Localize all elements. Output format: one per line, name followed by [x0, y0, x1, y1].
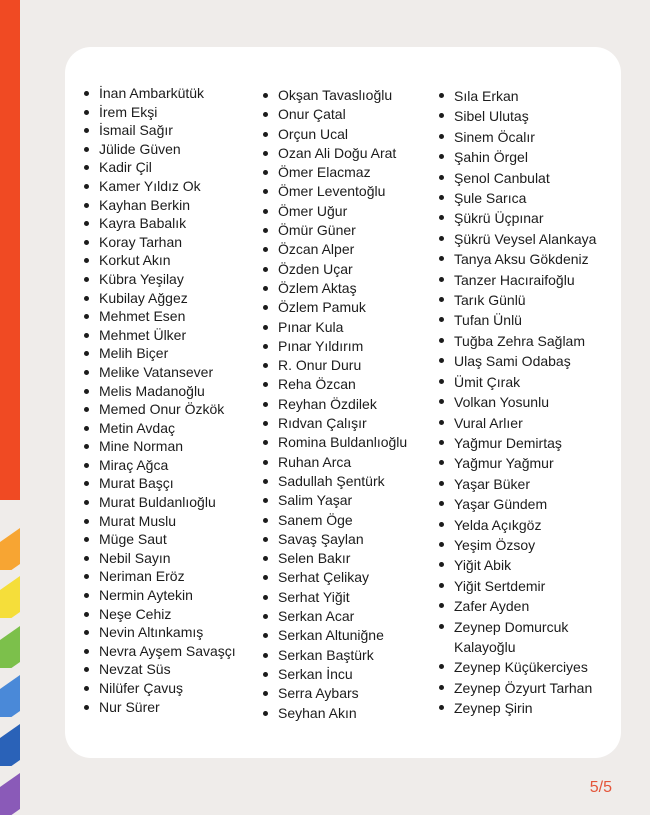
name-item: Savaş Şaylan — [263, 530, 407, 549]
name-item — [439, 617, 596, 658]
name-item: Murat Muslu — [84, 512, 236, 531]
name-item: Ömür Güner — [263, 221, 407, 240]
name-item: Yiğit Sertdemir — [439, 576, 596, 596]
name-item: Ruhan Arca — [263, 453, 407, 472]
name-item: Kadir Çil — [84, 158, 236, 177]
name-item: Sibel Ulutaş — [439, 106, 596, 126]
name-item: İnan Ambarkütük — [84, 84, 236, 103]
name-item: Şule Sarıca — [439, 188, 596, 208]
name-item: Şükrü Veysel Alankaya — [439, 229, 596, 249]
stripe-segment — [0, 626, 20, 668]
name-item: Ömer Elacmaz — [263, 163, 407, 182]
name-item: Özlem Pamuk — [263, 298, 407, 317]
name-item: Ömer Leventoğlu — [263, 182, 407, 201]
name-item: Kubilay Ağgez — [84, 289, 236, 308]
name-item: Melike Vatansever — [84, 363, 236, 382]
name-item: Sinem Öcalır — [439, 127, 596, 147]
names-column-1 — [84, 84, 236, 716]
name-item: Yeşim Özsoy — [439, 535, 596, 555]
name-item: Murat Başçı — [84, 474, 236, 493]
stripe-segment — [0, 675, 20, 717]
name-item: Tuğba Zehra Sağlam — [439, 331, 596, 351]
name-item: Zafer Ayden — [439, 596, 596, 616]
name-item: Vural Arlıer — [439, 413, 596, 433]
name-item: Orçun Ucal — [263, 125, 407, 144]
name-item: Korkut Akın — [84, 251, 236, 270]
name-item: Reyhan Özdilek — [263, 395, 407, 414]
name-item: Şenol Canbulat — [439, 168, 596, 188]
name-item: Nermin Aytekin — [84, 586, 236, 605]
name-item: Ömer Uğur — [263, 202, 407, 221]
stripe-segment — [0, 724, 20, 766]
name-item: Nur Sürer — [84, 698, 236, 717]
name-item: Kayra Babalık — [84, 214, 236, 233]
name-item: Özden Uçar — [263, 260, 407, 279]
name-item: Miraç Ağca — [84, 456, 236, 475]
name-item: Özcan Alper — [263, 240, 407, 259]
name-item: Romina Buldanlıoğlu — [263, 433, 407, 452]
name-item: Serkan İncu — [263, 665, 407, 684]
name-item: Ümit Çırak — [439, 372, 596, 392]
name-item: İrem Ekşi — [84, 103, 236, 122]
name-item: Rıdvan Çalışır — [263, 414, 407, 433]
name-item: Zeynep Küçükerciyes — [439, 657, 596, 677]
name-item: Nilüfer Çavuş — [84, 679, 236, 698]
name-item: Zeynep Şirin — [439, 698, 596, 718]
name-item: Sadullah Şentürk — [263, 472, 407, 491]
name-item: Zeynep Özyurt Tarhan — [439, 678, 596, 698]
name-item: Seyhan Akın — [263, 704, 407, 723]
name-item: Nevzat Süs — [84, 660, 236, 679]
stripe-segment — [0, 773, 20, 815]
name-item: Kayhan Berkin — [84, 196, 236, 215]
name-line: Kalayoğlu — [454, 638, 516, 655]
name-line: Zeynep Domurcuk — [454, 618, 569, 635]
name-item: R. Onur Duru — [263, 356, 407, 375]
name-item: Serkan Acar — [263, 607, 407, 626]
name-item: Kübra Yeşilay — [84, 270, 236, 289]
name-item: Ulaş Sami Odabaş — [439, 351, 596, 371]
side-stripe-red — [0, 0, 20, 500]
name-item: Memed Onur Özkök — [84, 400, 236, 419]
name-item: Mehmet Esen — [84, 307, 236, 326]
name-item: Şahin Örgel — [439, 147, 596, 167]
name-item: Serra Aybars — [263, 684, 407, 703]
name-item: Melih Biçer — [84, 344, 236, 363]
name-item: Kamer Yıldız Ok — [84, 177, 236, 196]
names-column-2 — [263, 86, 407, 723]
name-item: Melis Madanoğlu — [84, 382, 236, 401]
stripe-segment — [0, 576, 20, 618]
name-item: Tarık Günlü — [439, 290, 596, 310]
name-item: Tanzer Hacıraifoğlu — [439, 270, 596, 290]
name-item: Tufan Ünlü — [439, 310, 596, 330]
name-item: Yelda Açıkgöz — [439, 515, 596, 535]
name-item: Nevra Ayşem Savaşçı — [84, 642, 236, 661]
name-item: Mehmet Ülker — [84, 326, 236, 345]
name-item: Nebil Sayın — [84, 549, 236, 568]
name-item: Yaşar Gündem — [439, 494, 596, 514]
name-item: Serhat Yiğit — [263, 588, 407, 607]
name-item: Selen Bakır — [263, 549, 407, 568]
name-item: Reha Özcan — [263, 375, 407, 394]
name-item: Nevin Altınkamış — [84, 623, 236, 642]
names-card — [65, 47, 621, 758]
name-item: İsmail Sağır — [84, 121, 236, 140]
name-item: Yağmur Demirtaş — [439, 433, 596, 453]
name-item: Serkan Altuniğne — [263, 626, 407, 645]
name-item: Müge Saut — [84, 530, 236, 549]
name-item: Özlem Aktaş — [263, 279, 407, 298]
name-item: Ozan Ali Doğu Arat — [263, 144, 407, 163]
name-item: Yiğit Abik — [439, 555, 596, 575]
name-item: Serhat Çelikay — [263, 568, 407, 587]
name-item: Neşe Cehiz — [84, 605, 236, 624]
page-number: 5/5 — [589, 779, 612, 796]
name-item: Yağmur Yağmur — [439, 453, 596, 473]
name-item: Tanya Aksu Gökdeniz — [439, 249, 596, 269]
name-item: Yaşar Büker — [439, 474, 596, 494]
name-item: Volkan Yosunlu — [439, 392, 596, 412]
name-item: Sıla Erkan — [439, 86, 596, 106]
name-item: Pınar Kula — [263, 318, 407, 337]
name-item: Jülide Güven — [84, 140, 236, 159]
name-item: Salim Yaşar — [263, 491, 407, 510]
name-item: Mine Norman — [84, 437, 236, 456]
names-column-3 — [439, 86, 596, 719]
name-item: Onur Çatal — [263, 105, 407, 124]
name-item: Pınar Yıldırım — [263, 337, 407, 356]
name-item: Neriman Eröz — [84, 567, 236, 586]
stripe-segment — [0, 528, 20, 570]
name-item: Okşan Tavaslıoğlu — [263, 86, 407, 105]
name-item: Metin Avdaç — [84, 419, 236, 438]
name-item: Serkan Baştürk — [263, 646, 407, 665]
name-item: Murat Buldanlıoğlu — [84, 493, 236, 512]
name-item: Sanem Öge — [263, 511, 407, 530]
name-item: Şükrü Üçpınar — [439, 208, 596, 228]
name-item: Koray Tarhan — [84, 233, 236, 252]
